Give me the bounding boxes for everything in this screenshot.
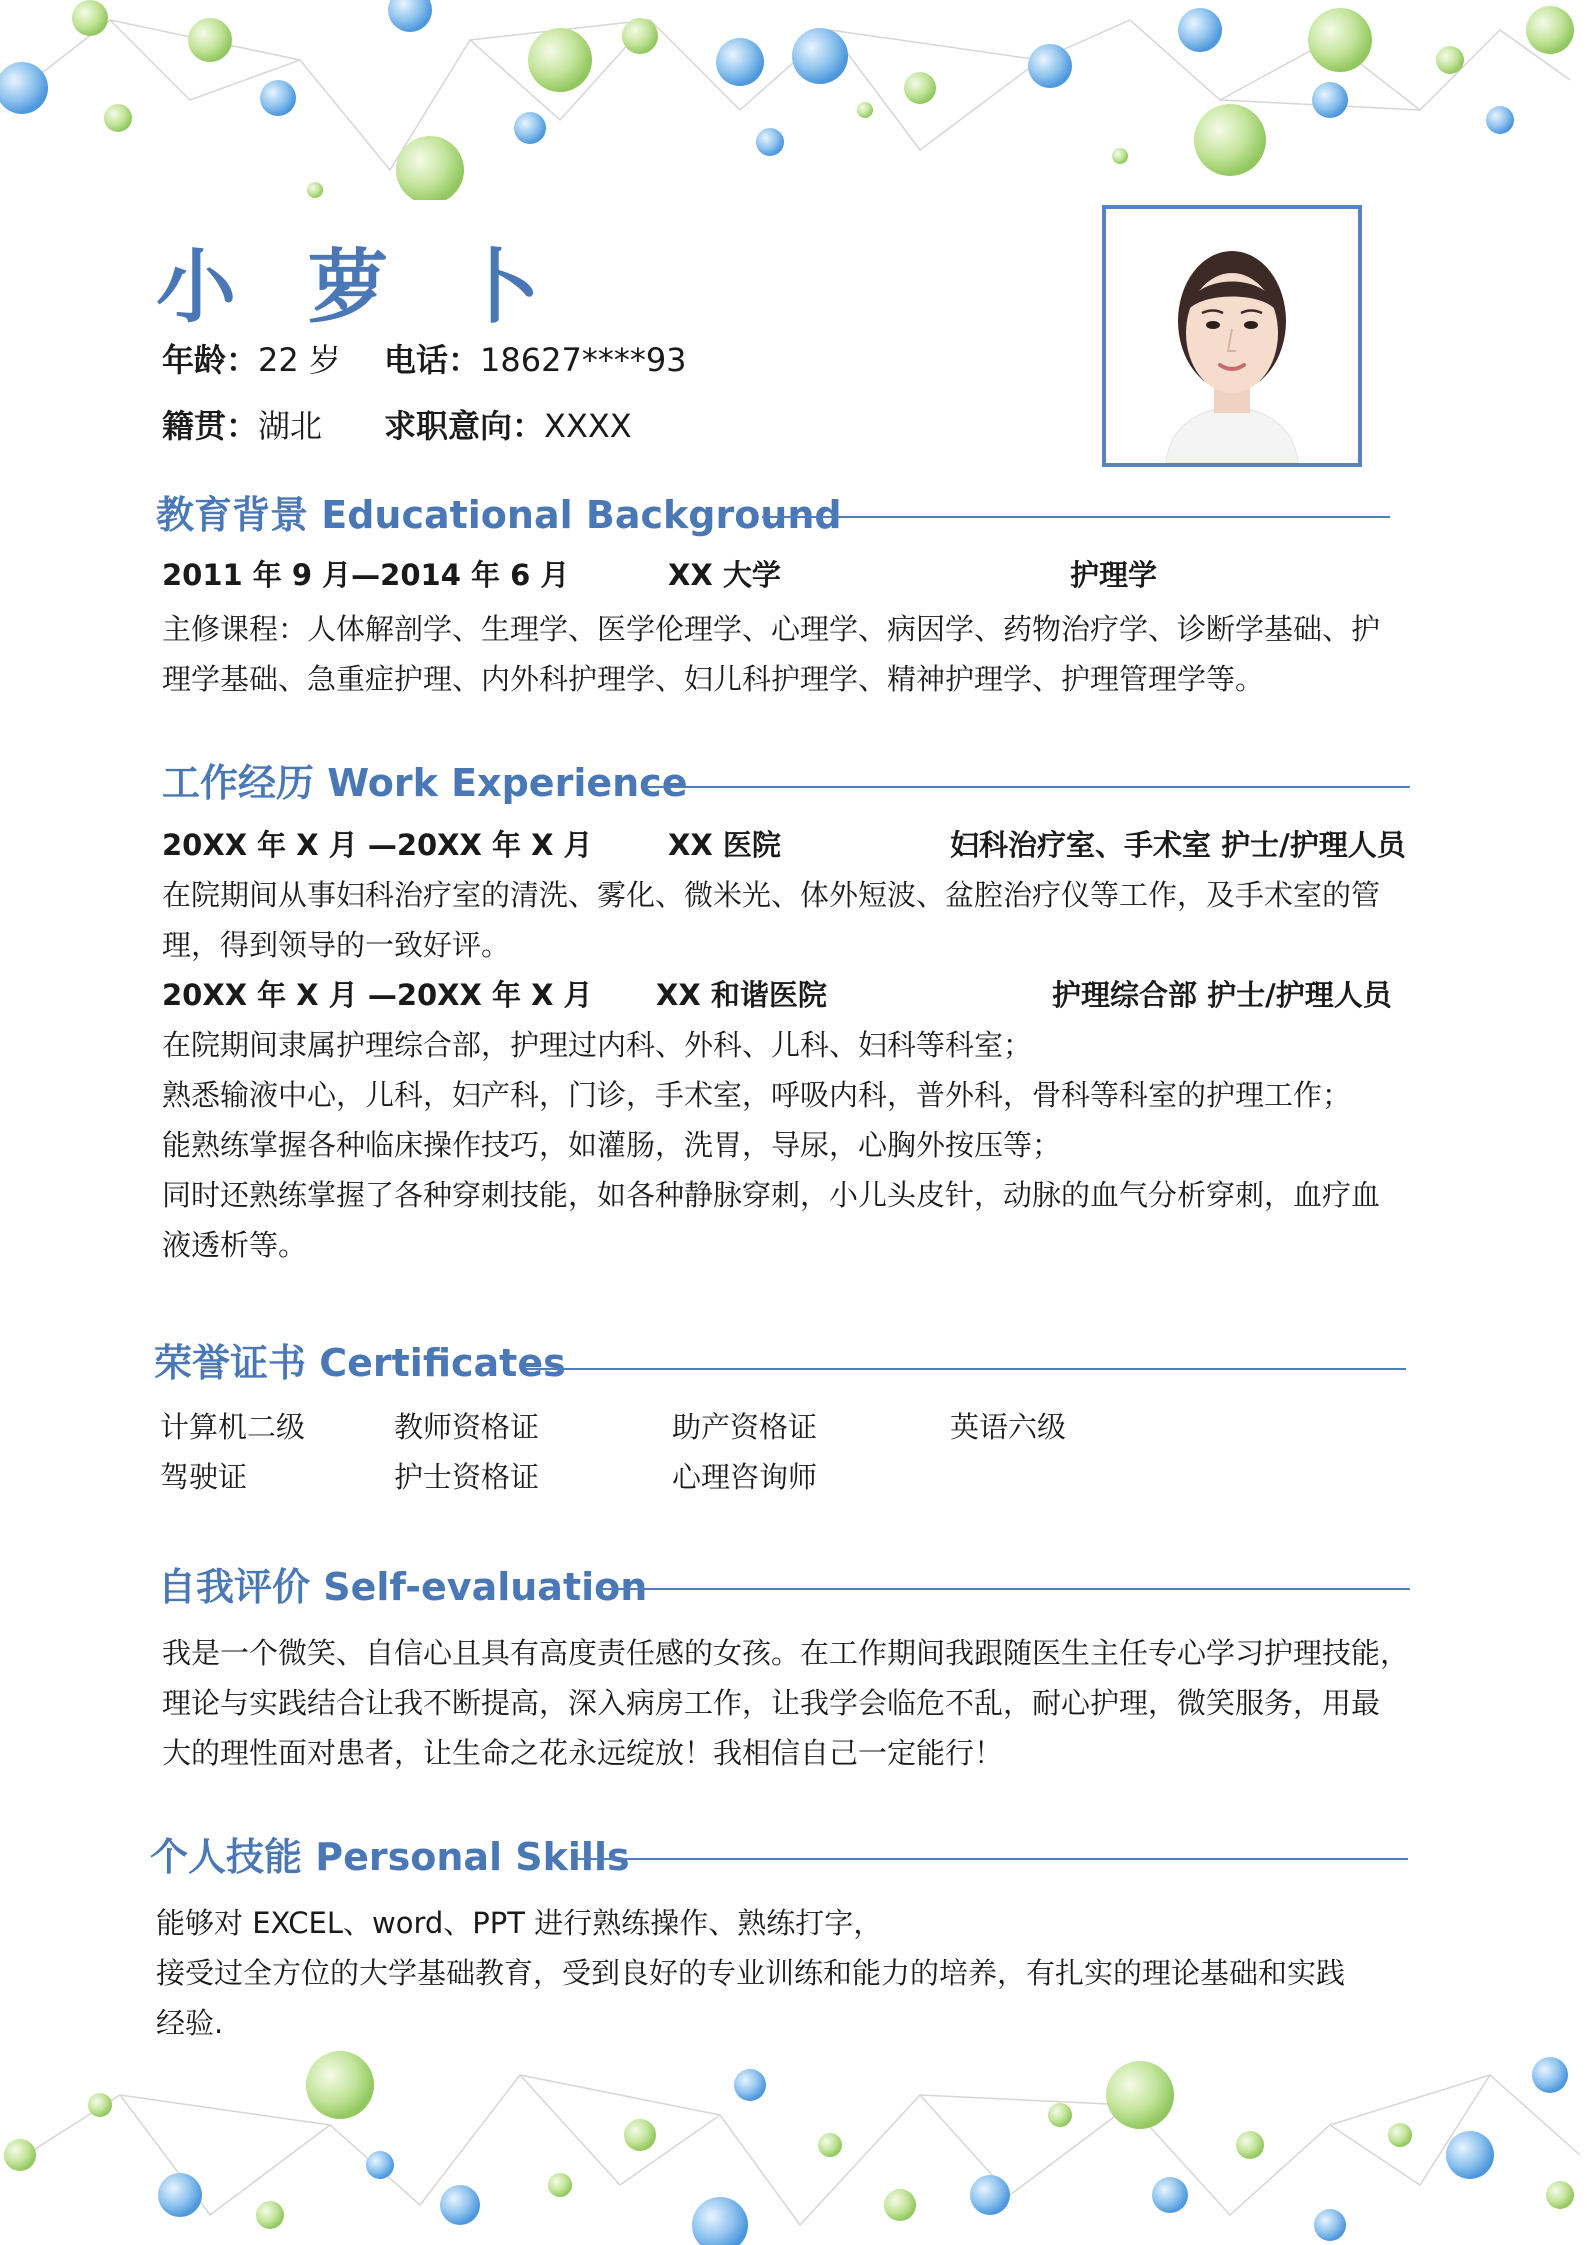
job-description-line: 在院期间从事妇科治疗室的清洗、雾化、微米光、体外短波、盆腔治疗仪等工作，及手术室的管 [162,878,1381,912]
certificates-divider [526,1368,1406,1370]
certificate-item: 护士资格证 [394,1460,540,1494]
hometown-value: 湖北 [258,407,323,445]
job-description-line: 熟悉输液中心，儿科，妇产科，门诊，手术室，呼吸内科，普外科，骨科等科室的护理工作； [162,1078,1352,1112]
certificate-item: 英语六级 [950,1410,1067,1444]
candidate-name: 小 萝 卜 [156,241,562,334]
skills-section-title: 个人技能 Personal Skills [150,1835,630,1879]
job-intent-label: 求职意向： [384,407,545,445]
hometown-row [162,406,322,446]
education-courses-line: 主修课程：人体解剖学、生理学、医学伦理学、心理学、病因学、药物治疗学、诊断学基础、护 [162,612,1381,646]
self-evaluation-section-title: 自我评价 Self-evaluation [158,1565,648,1609]
bubble-decoration-bottom [0,2035,1587,2245]
job-intent-row [384,406,632,446]
skills-line: 经验. [156,2006,224,2040]
education-courses-line: 理学基础、急重症护理、内外科护理学、妇儿科护理学、精神护理学、护理管理学等。 [162,662,1265,696]
education-section-title: 教育背景 Educational Background [156,493,842,537]
self-evaluation-line: 我是一个微笑、自信心且具有高度责任感的女孩。在工作期间我跟随医生主任专心学习护理技能， [162,1636,1410,1670]
certificate-item: 计算机二级 [160,1410,306,1444]
certificate-item: 助产资格证 [672,1410,818,1444]
skills-line: 接受过全方位的大学基础教育，受到良好的专业训练和能力的培养，有扎实的理论基础和实践 [156,1956,1346,1990]
bubble-decoration-top [0,0,1587,200]
education-major: 护理学 [1070,558,1158,592]
age-value: 22 岁 [258,341,341,379]
job-intent-value: XXXX [544,407,632,445]
self-evaluation-line: 大的理性面对患者，让生命之花永远绽放！我相信自己一定能行！ [162,1736,1004,1770]
job-role: 妇科治疗室、手术室 护士/护理人员 [950,828,1406,862]
education-period: 2011 年 9 月—2014 年 6 月 [162,558,570,592]
education-school: XX 大学 [668,558,781,592]
job-description-line: 液透析等。 [162,1228,308,1262]
phone-label: 电话： [384,341,481,379]
job-period: 20XX 年 X 月 —20XX 年 X 月 [162,978,593,1012]
job-organization: XX 和谐医院 [656,978,827,1012]
hometown-label: 籍贯： [162,407,259,445]
job-description-line: 在院期间隶属护理综合部，护理过内科、外科、儿科、妇科等科室； [162,1028,1033,1062]
skills-line: 能够对 EXCEL、word、PPT 进行熟练操作、熟练打字， [156,1906,883,1940]
portrait-illustration [1106,209,1358,463]
job-description-line: 同时还熟练掌握了各种穿刺技能，如各种静脉穿刺，小儿头皮针，动脉的血气分析穿刺，血疗血 [162,1178,1381,1212]
job-description-line: 能熟练掌握各种临床操作技巧，如灌肠，洗胃，导尿，心胸外按压等； [162,1128,1062,1162]
self-evaluation-divider [598,1588,1410,1590]
age-row [162,340,341,380]
profile-photo [1102,205,1362,467]
age-label: 年龄： [162,341,259,379]
certificate-item: 心理咨询师 [672,1460,818,1494]
phone-row [384,340,687,380]
certificate-item: 驾驶证 [160,1460,248,1494]
certificates-section-title: 荣誉证书 Certificates [154,1341,566,1385]
work-divider [644,786,1410,788]
self-evaluation-line: 理论与实践结合让我不断提高，深入病房工作，让我学会临危不乱，耐心护理，微笑服务，用最 [162,1686,1381,1720]
education-divider [762,516,1390,518]
certificate-item: 教师资格证 [394,1410,540,1444]
phone-value: 18627****93 [480,341,687,379]
skills-divider [576,1858,1408,1860]
job-description-line: 理，得到领导的一致好评。 [162,928,511,962]
work-section-title: 工作经历 Work Experience [162,761,688,805]
job-organization: XX 医院 [668,828,781,862]
job-period: 20XX 年 X 月 —20XX 年 X 月 [162,828,593,862]
job-role: 护理综合部 护士/护理人员 [1052,978,1392,1012]
